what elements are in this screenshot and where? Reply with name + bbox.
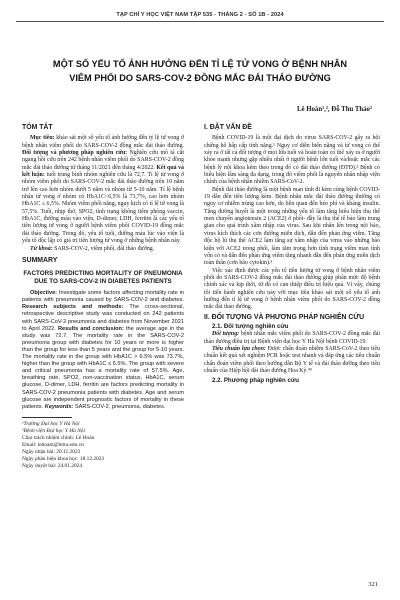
footnote-affiliation-1: ¹Trường Đại học Y Hà Nội [22, 420, 80, 427]
summary-objective-text: Investigate some factors affecting mortality rate in patients with pneumonia caused by SARS-COV-2 and diabetes. [22, 290, 184, 304]
article-title [24, 58, 376, 85]
right-column [204, 124, 380, 386]
header-divider [16, 21, 384, 22]
subsection-2-1: 2.1. Đối tượng nghiên cứu [212, 322, 289, 330]
results-label: Kết quả và kết luận: [22, 164, 184, 179]
authors: Lê Hoàn¹,², Đỗ Thu Thảo² [297, 106, 372, 113]
abstract-objective [22, 135, 184, 245]
abstract-keywords [22, 246, 184, 253]
summary-body [22, 290, 184, 411]
keywords-text: SARS-COV-2, viêm phổi, đái tháo đường. [54, 245, 155, 252]
abstract-heading: TÓM TẮT [22, 124, 53, 131]
methods-text: Nghiên cứu mô tả cắt ngang hồi cứu trên 242 bệnh nhân viêm phổi do SARS-COV-2 đồng mắc đái tháo đường từ tháng 11/2021 đến tháng 4/2022. [22, 150, 184, 171]
methods-label: Đối tượng và phương pháp nghiên cứu: [22, 150, 128, 157]
article-title-line-2: VIÊM PHỔI DO SARS-COV-2 ĐỒNG MẮC ĐÁI THÁO ĐƯỜNG [69, 72, 331, 83]
page-number: 321 [368, 581, 378, 588]
footnote-corresponding: Chịu trách nhiệm chính: Lê Hoàn [22, 434, 95, 441]
footnote-reviewed: Ngày phản biện khoa học: 18.12.2023 [22, 455, 105, 462]
subjects-paragraph [204, 331, 380, 346]
intro-paragraph-1: Bệnh COVID-19 là một đại dịch do virus SARS-COV-2 gây ra hội chứng hô hấp cấp tính nặng.¹ Nguy cơ diễn biến nặng và tử vong có thể xảy ra ở tất cả đối tượng ở mọi lứa tuổi và hoàn toàn có thể xảy ra ở người khỏe mạnh nhưng gặp nhiều nhất ở người bệnh lớn tuổi và/hoặc mắc các bệnh lý nội khoa kèm theo trong đó có đái tháo đường (ĐTĐ).² Bệnh có biểu hiện lâm sàng đa dạng, trong đó viêm phổi là nguyên nhân nhập viện chính của bệnh nhân nhiễm SARS-CoV-2. [204, 135, 380, 186]
journal-header: TẠP CHÍ Y HỌC VIỆT NAM TẬP 535 - THÁNG 2 - SỐ 1B - 2024 [116, 12, 284, 18]
left-column [22, 124, 184, 470]
results-text: tuổi trung bình nhóm nghiên cứu là 72,7. Tỉ lệ tử vong ở nhóm viêm phổi do SARS-COV-2 mắc đái tháo đường trên 10 năm trở lên cao hơn nhóm dưới 5 năm và nhóm từ 5-10 năm. Tỉ lệ bệnh nhân tử vong ở nhóm có HbA1C<6,5% là 73,7%, cao hơn nhóm HbA1C ≤ 6,5%. Nhóm viêm phổi nặng, nguy kịch có tỉ lệ tử vong là 57,5%. Tuổi, nhịp thở, SPO2, tình trạng không tiêm phòng vaccin, HbA1C, đường máu vào viện, D-dimer, LDH, ferritin là các yếu tố tiên lượng tử vong ở người bệnh viêm phổi COVID-19 đồng mắc đái tháo đường. Trong đó, yếu tố tuổi, đường máu lúc vào viện là yếu tố độc lập có giá trị tiên lượng tử vong ở những bệnh nhân này. [22, 172, 184, 245]
footnote-email: Email: lehoam@hmu.edu.vn [22, 441, 85, 448]
footnote-affiliation-2: ²Bệnh viện Đại học Y Hà Nội [22, 427, 86, 434]
footnotes [22, 421, 184, 470]
article-title-line-1: MỘT SỐ YẾU TỐ ẢNH HƯỞNG ĐẾN TỈ LỆ TỬ VONG Ở BỆNH NHÂN [52, 59, 348, 69]
footnote-divider [22, 417, 72, 418]
intro-paragraph-3: Việc xác định được các yếu tố tiên lượng tử vong ở bệnh nhân viêm phổi do SARS-COV-2 đồng mắc đái tháo đường giúp phân mức độ bệnh chính xác và kịp thời, từ đó có can thiệp điều trị hiệu quả. Vì vậy, chúng tôi tiến hành nghiên cứu này với mục tiêu khảo sát một số yếu tố ảnh hưởng đến tỉ lệ tử vong ở bệnh nhân viêm phổi do SARS-COV-2 đồng mắc đái tháo đường. [204, 267, 380, 311]
inclusion-criteria-paragraph [204, 346, 380, 375]
inclusion-criteria-text: Được chẩn đoán nhiễm SARS-CoV-2 theo tiêu chuẩn kết quả xét nghiệm PCR hoặc test nhanh và đáp ứng các tiêu chuẩn chẩn đoán viêm phổi theo hướng dẫn Bộ Y tế và đái tháo đường theo tiêu chuẩn của Hiệp hội đái tháo đường Hoa Kỳ.⁴⁵ [204, 345, 380, 374]
footnote-accepted: Ngày duyệt bài: 24.01.2024 [22, 462, 83, 469]
summary-keywords-label: Keywords: [44, 403, 74, 410]
summary-methods-text: The cross-sectional, retrospective descriptive study was conducted on 242 patients with SARS-CoV-2 pneumonia and diabetes from November 2021 to April 2022. [22, 304, 184, 332]
subsection-2-2: 2.2. Phương pháp nghiên cứu [212, 377, 299, 385]
summary-heading: SUMMARY [22, 256, 58, 264]
footnote-received: Ngày nhận bài: 20.11.2023 [22, 448, 81, 455]
summary-results-text: the average age in the study was 72.7. The mortality rate in the SARS-COV-2 pneumonia group with diabetes for 10 years or more is higher than the group for less than 5 years and the group for 5-10 years. The mortality rate in the group with HbA1C > 6.5% was 73.7%, higher than the group with HbA1C ≤ 6.5%. The group with severe and critical pneumonia has a mortality rate of 57.5%. Age, breathing rate, SPO2, non-vaccination status, HbA1C, serum glucose, D-dimer, LDH, ferritin are factors predicting mortality in SARS-COV-2 pneumonia patients with diabetes. Age and serum glucose are independent prognostic factors of mortality in these patients. [22, 325, 185, 410]
subjects-label: Đối tượng: [212, 331, 240, 338]
summary-objective-label: Objective: [30, 290, 58, 297]
objective-label: Mục tiêu: [30, 135, 55, 142]
subjects-text: bệnh nhân mắc viêm phổi do SARS-COV-2 đồng mắc đái tháo đường điều trị tại Bệnh viện đại học Y Hà Nội bệnh COVID-19. [204, 331, 380, 345]
objective-text: khảo sát một số yếu tố ảnh hưởng đến tỷ lệ tử vong ở bệnh nhân viêm phổi do SARS-COV-2 đồng mắc đái tháo đường. [22, 135, 184, 149]
methods-section-heading: II. ĐỐI TƯỢNG VÀ PHƯƠNG PHÁP NGHIÊN CỨU [204, 313, 365, 321]
introduction-heading: I. ĐẶT VẤN ĐỀ [204, 124, 252, 131]
intro-paragraph-2: Bệnh đái tháo đường là một bệnh man tính đi kèm cùng bệnh COVID-19 dẫn đến tiên lượng kém. Bệnh nhân mắc đái tháo đường thường có nguy cơ nhiễm trùng cao hơn, do liên quan đến béo phì và kháng insulin. Tăng đường huyết là một trong những yếu tố làm tăng biểu hiện thụ thể men chuyển angiotensin 2 (ACE2) ở phổi- đây là thụ thể tế bào làm trung gian cho quá trình xâm nhập của virus. Sau khi nhân lên trong nội bào, virus kích thích các cơn đường miễn dịch, dẫn đến phản ứng viêm. Tăng độc bộ lũ thụ thể ACE2 làm tăng sự xâm nhập của virus vào những bào kiện với ACE2 trong phổi, làm tăm trọng hơn tình trạng viêm man tính vốn có và dẫn đến phản ứng viêm tăng nhanh dẫn đến phản ứng miễn dịch toàn thân (cơn bão cytokin).³ [204, 186, 380, 267]
summary-methods-label: Research subjects and methods: [22, 304, 124, 311]
inclusion-criteria-label: Tiêu chuẩn lựa chọn: [212, 345, 266, 352]
summary-title: FACTORS PREDICTING MORTALITY OF PNEUMONIA DUE TO SARS-COV-2 IN DIABETES PATIENTS [23, 270, 183, 286]
summary-keywords-text: SARS-COV-2, pneumonia, diabetes. [74, 403, 166, 410]
summary-results-label: Results and conclusion: [58, 325, 124, 332]
keywords-label: Từ khoá: [30, 245, 53, 252]
